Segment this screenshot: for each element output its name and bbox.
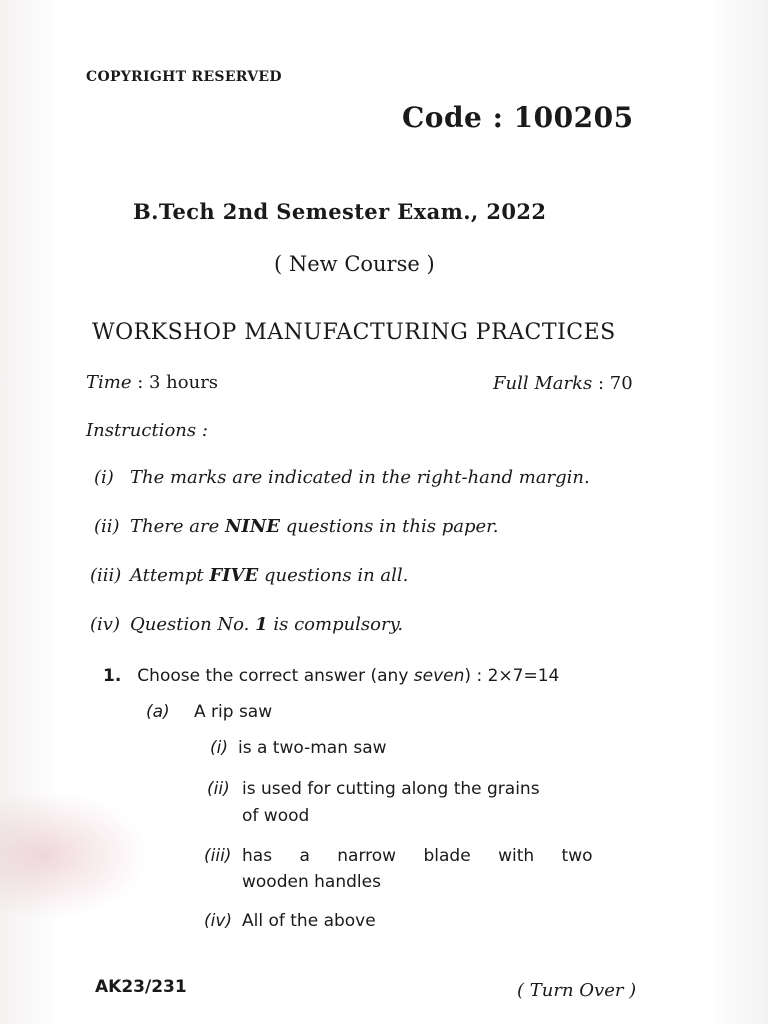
instruction-text: questions in all. [258,565,409,586]
question-1a [146,702,272,722]
time-label: Time [86,372,132,393]
instruction-text: Attempt [130,565,210,586]
part-text: A rip saw [194,702,273,722]
option-text: is a two-man saw [238,738,387,758]
option-item [207,779,540,799]
instructions-heading: Instructions : [86,420,208,441]
instruction-number: (iv) [90,614,120,635]
footer-paper-code: AK23/231 [95,977,187,997]
marks-info [493,373,633,394]
instruction-number: (iii) [90,565,122,586]
instruction-emphasis: NINE [224,516,280,537]
subject-title: WORKSHOP MANUFACTURING PRACTICES [92,320,616,345]
instruction-item [90,614,403,635]
question-text-emphasis: seven [413,666,465,686]
instruction-item [94,516,499,537]
marks-value: : 70 [597,373,633,394]
option-text: has a narrow blade with two [242,846,593,866]
instruction-text: Question No. [130,614,256,635]
option-item [204,911,376,931]
course-label: ( New Course ) [274,252,435,276]
option-item [204,846,593,866]
question-number: 1. [103,666,122,686]
option-text: is used for cutting along the grains [242,779,540,799]
question-marks: ) : 2×7=14 [464,666,560,686]
option-label: (ii) [207,779,230,799]
turn-over-label: ( Turn Over ) [517,980,637,1001]
option-item [210,738,387,758]
paper-code-title: Code : 100205 [402,101,634,134]
paper-smudge [0,790,150,920]
instruction-emphasis: 1 [255,614,268,635]
instruction-item [90,565,408,586]
part-label: (a) [146,702,170,722]
instruction-number: (i) [94,467,114,488]
instruction-emphasis: FIVE [209,565,259,586]
exam-title: B.Tech 2nd Semester Exam., 2022 [133,199,547,224]
question-text: Choose the correct answer (any [137,666,414,686]
instruction-text: The marks are indicated in the right-hand margin. [130,467,590,488]
time-info [86,372,218,393]
instruction-item [94,467,590,488]
option-text: All of the above [242,911,376,931]
instruction-text: questions in this paper. [280,516,499,537]
marks-label: Full Marks [493,373,593,394]
option-text-continued: wooden handles [242,872,381,892]
instruction-text: There are [130,516,225,537]
copyright-notice: COPYRIGHT RESERVED [86,69,282,85]
option-label: (iv) [204,911,233,931]
option-label: (i) [210,738,228,758]
instruction-text: is compulsory. [267,614,404,635]
option-text-continued: of wood [242,806,310,826]
option-label: (iii) [204,846,232,866]
instruction-number: (ii) [94,516,120,537]
question-1 [103,666,559,686]
time-value: : 3 hours [137,372,219,393]
